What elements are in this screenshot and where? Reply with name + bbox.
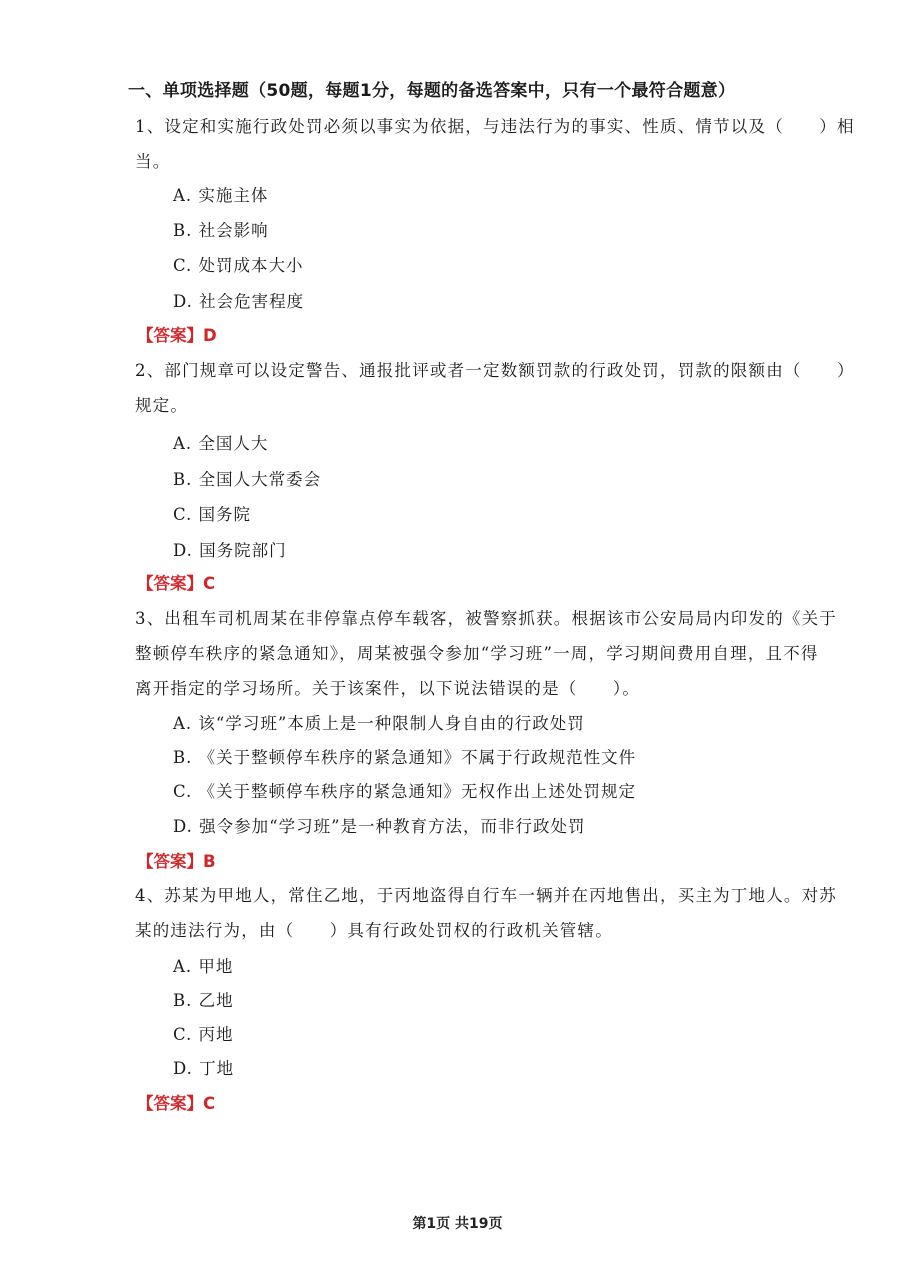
question-4-option-c: C. 丙地 bbox=[173, 1025, 234, 1044]
question-1-answer: 【答案】D bbox=[137, 326, 217, 345]
question-3-line-2: 整顿停车秩序的紧急通知》，周某被强令参加“学习班”一周，学习期间费用自理，且不得 bbox=[135, 644, 819, 663]
question-2-option-c: C. 国务院 bbox=[173, 505, 252, 524]
question-4-line-2: 某的违法行为，由（ ）具有行政处罚权的行政机关管辖。 bbox=[135, 921, 613, 940]
question-4-option-d: D. 丁地 bbox=[173, 1059, 235, 1078]
question-4-option-b: B. 乙地 bbox=[173, 991, 234, 1010]
question-1-option-d: D. 社会危害程度 bbox=[173, 292, 305, 311]
question-4-option-a: A. 甲地 bbox=[173, 957, 234, 976]
question-1-option-b: B. 社会影响 bbox=[173, 221, 269, 240]
page-number: 第1页 共19页 bbox=[412, 1216, 503, 1232]
question-2-option-b: B. 全国人大常委会 bbox=[173, 470, 322, 489]
question-3-option-b: B. 《关于整顿停车秩序的紧急通知》不属于行政规范性文件 bbox=[173, 748, 637, 767]
question-4-answer: 【答案】C bbox=[137, 1094, 216, 1113]
question-2-option-a: A. 全国人大 bbox=[173, 434, 269, 453]
question-2-line-1: 2、部门规章可以设定警告、通报批评或者一定数额罚款的行政处罚，罚款的限额由（ ） bbox=[135, 361, 855, 380]
question-3-answer: 【答案】B bbox=[137, 852, 216, 871]
question-2-line-2: 规定。 bbox=[135, 396, 189, 415]
section-title: 一、单项选择题（50题，每题1分，每题的备选答案中，只有一个最符合题意） bbox=[128, 81, 736, 101]
question-3-option-a: A. 该“学习班”本质上是一种限制人身自由的行政处罚 bbox=[173, 714, 585, 733]
question-2-option-d: D. 国务院部门 bbox=[173, 541, 287, 560]
question-1-option-a: A. 实施主体 bbox=[173, 186, 269, 205]
question-1-line-2: 当。 bbox=[135, 152, 171, 171]
question-1-option-c: C. 处罚成本大小 bbox=[173, 256, 304, 275]
question-3-option-c: C. 《关于整顿停车秩序的紧急通知》无权作出上述处罚规定 bbox=[173, 782, 637, 801]
question-2-answer: 【答案】C bbox=[137, 574, 216, 593]
question-3-line-3: 离开指定的学习场所。关于该案件，以下说法错误的是（ ）。 bbox=[135, 679, 641, 698]
question-3-line-1: 3、出租车司机周某在非停靠点停车载客，被警察抓获。根据该市公安局局内印发的《关于 bbox=[135, 609, 837, 628]
question-1-line-1: 1、设定和实施行政处罚必须以事实为依据，与违法行为的事实、性质、情节以及（ ）相 bbox=[135, 117, 855, 136]
question-3-option-d: D. 强令参加“学习班”是一种教育方法，而非行政处罚 bbox=[173, 817, 586, 836]
question-4-line-1: 4、苏某为甲地人，常住乙地，于丙地盗得自行车一辆并在丙地售出，买主为丁地人。对苏 bbox=[135, 886, 837, 905]
